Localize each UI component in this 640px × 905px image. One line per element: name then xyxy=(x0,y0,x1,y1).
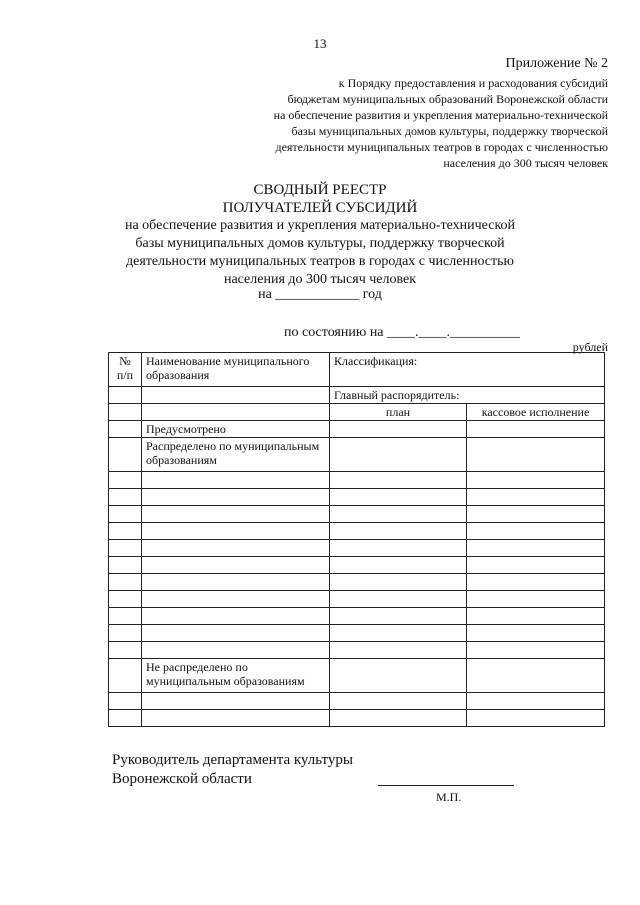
purpose-line: базы муниципальных домов культуры, поддержку творческой xyxy=(135,236,505,251)
table-cell xyxy=(330,574,467,591)
table-cell xyxy=(467,472,605,489)
table-cell xyxy=(467,710,605,727)
table-cell xyxy=(330,523,467,540)
table-cell xyxy=(109,489,142,506)
table-row xyxy=(109,642,605,659)
table-cell xyxy=(109,710,142,727)
purpose-line: деятельности муниципальных театров в городах с численностью xyxy=(126,254,514,269)
table-cell xyxy=(467,574,605,591)
signature-line xyxy=(378,785,514,786)
table-cell xyxy=(467,506,605,523)
table-cell xyxy=(330,438,467,472)
table-row xyxy=(109,591,605,608)
table-cell xyxy=(109,659,142,693)
planned-label: Предусмотрено xyxy=(142,421,330,438)
table-cell xyxy=(109,506,142,523)
table-cell xyxy=(330,489,467,506)
table-row xyxy=(109,574,605,591)
table-row xyxy=(109,438,605,472)
table-cell xyxy=(109,574,142,591)
table-row xyxy=(109,693,605,710)
table-row xyxy=(109,421,605,438)
table-row xyxy=(109,557,605,574)
signature-position-line2: Воронежской области xyxy=(112,771,252,787)
table-cell xyxy=(109,591,142,608)
document-title: СВОДНЫЙ РЕЕСТР xyxy=(253,182,387,198)
purpose-line: на обеспечение развития и укрепления материально-технической xyxy=(124,218,516,233)
table-row xyxy=(109,540,605,557)
table-cell xyxy=(142,710,330,727)
table-cell xyxy=(330,659,467,693)
table-row xyxy=(109,608,605,625)
table-cell xyxy=(142,387,330,404)
table-cell xyxy=(142,489,330,506)
table-cell xyxy=(467,591,605,608)
table-cell xyxy=(467,625,605,642)
table-header-row xyxy=(109,387,605,404)
table-cell xyxy=(142,506,330,523)
cash-execution-header: кассовое исполнение xyxy=(467,404,605,421)
table-cell xyxy=(142,591,330,608)
table-cell xyxy=(330,421,467,438)
appendix-line: базы муниципальных домов культуры, поддержку творческой xyxy=(291,124,608,138)
table-cell xyxy=(330,608,467,625)
table-cell xyxy=(142,608,330,625)
table-cell xyxy=(467,523,605,540)
table-row xyxy=(109,523,605,540)
register-table xyxy=(108,352,605,727)
table-cell xyxy=(330,591,467,608)
table-header-row xyxy=(109,353,605,387)
table-cell xyxy=(467,421,605,438)
table-row xyxy=(109,489,605,506)
table-cell xyxy=(142,625,330,642)
table-cell xyxy=(467,659,605,693)
table-cell xyxy=(330,472,467,489)
table-cell xyxy=(330,540,467,557)
appendix-line: деятельности муниципальных театров в городах с численностью xyxy=(275,140,608,154)
table-header-row xyxy=(109,404,605,421)
table-cell xyxy=(142,472,330,489)
table-cell xyxy=(467,642,605,659)
table-cell xyxy=(467,693,605,710)
stamp-label: М.П. xyxy=(436,790,462,804)
table-cell xyxy=(109,404,142,421)
table-cell xyxy=(330,506,467,523)
table-cell xyxy=(142,523,330,540)
table-cell xyxy=(330,710,467,727)
as-of-date-line: по состоянию на ____.____.__________ xyxy=(284,325,521,340)
purpose-line: населения до 300 тысяч человек xyxy=(223,272,417,287)
table-cell xyxy=(109,472,142,489)
table-cell xyxy=(109,557,142,574)
main-manager-header: Главный распорядитель: xyxy=(330,387,605,404)
table-row xyxy=(109,472,605,489)
table-cell xyxy=(330,557,467,574)
signature-position-line1: Руководитель департамента культуры xyxy=(112,752,353,768)
table-cell xyxy=(109,438,142,472)
table-cell xyxy=(142,540,330,557)
classification-header: Классификация: xyxy=(330,353,605,387)
appendix-line: населения до 300 тысяч человек xyxy=(443,156,608,170)
table-cell xyxy=(109,693,142,710)
table-cell xyxy=(142,574,330,591)
table-row xyxy=(109,506,605,523)
table-cell xyxy=(109,387,142,404)
table-cell xyxy=(142,557,330,574)
table-cell xyxy=(467,557,605,574)
table-row xyxy=(109,625,605,642)
table-row xyxy=(109,710,605,727)
table-cell xyxy=(330,642,467,659)
appendix-line: к Порядку предоставления и расходования субсидий xyxy=(338,76,608,90)
table-cell xyxy=(142,642,330,659)
table-cell xyxy=(330,693,467,710)
table-cell xyxy=(142,404,330,421)
table-cell xyxy=(109,421,142,438)
page-number: 13 xyxy=(313,36,327,51)
table-cell xyxy=(109,608,142,625)
table-cell xyxy=(109,642,142,659)
appendix-title: Приложение № 2 xyxy=(505,56,608,71)
col-number-header: № п/п xyxy=(109,353,142,387)
table-cell xyxy=(467,540,605,557)
table-cell xyxy=(467,438,605,472)
appendix-line: бюджетам муниципальных образований Воронежской области xyxy=(287,92,608,106)
distributed-label: Распределено по муниципальным образованиям xyxy=(142,438,330,472)
currency-label: рублей xyxy=(572,340,608,354)
not-distributed-label: Не распределено по муниципальным образованиям xyxy=(142,659,330,693)
col-name-header: Наименование муниципального образования xyxy=(142,353,330,387)
table-cell xyxy=(142,693,330,710)
year-line: на ____________ год xyxy=(258,287,382,302)
table-cell xyxy=(467,608,605,625)
table-cell xyxy=(467,489,605,506)
table-cell xyxy=(330,625,467,642)
document-subtitle: ПОЛУЧАТЕЛЕЙ СУБСИДИЙ xyxy=(222,200,418,216)
appendix-line: на обеспечение развития и укрепления материально-технической xyxy=(273,108,608,122)
table-cell xyxy=(109,540,142,557)
plan-header: план xyxy=(330,404,467,421)
table-cell xyxy=(109,523,142,540)
table-cell xyxy=(109,625,142,642)
table-row xyxy=(109,659,605,693)
